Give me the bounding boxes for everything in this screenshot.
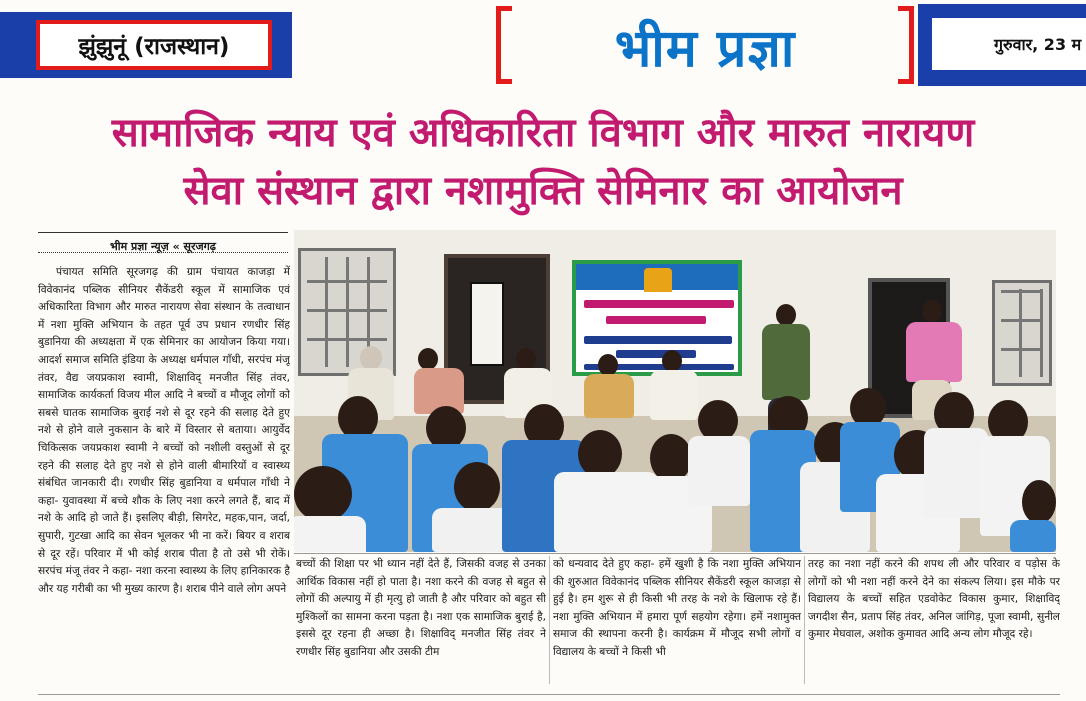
- article-column-1: [38, 264, 290, 694]
- issue-date: गुरुवार, 23 म: [994, 35, 1082, 54]
- headline-line-1: सामाजिक न्याय एवं अधिकारिता विभाग और मारुत नारायण: [111, 110, 975, 156]
- article-paragraph: को धन्यवाद देते हुए कहा- हमें खुशी है कि नशा मुक्ति अभियान की शुरुआत विवेकानंद पब्लिक सीनियर सैकेंडरी स्कूल काजड़ा से हुई है। हम शुरू से ही किसी भी तरह के नशे के खिलाफ रहे हैं। नशा मुक्ति अभियान में हमारा पूर्ण सहयोग रहेगा। हमें नशामुक्त समाज की स्थापना करनी है। कार्यक्रम में मौजूद सभी लोगों व विद्यालय के बच्चों ने किसी भी: [553, 558, 801, 658]
- event-photo: [294, 230, 1056, 552]
- dateline: [38, 232, 288, 253]
- article-paragraph: बच्चों की शिक्षा पर भी ध्यान नहीं देते हैं, जिसकी वजह से उनका आर्थिक विकास नहीं हो पाता है। नशा करने की वजह से बहुत से लोगों की अल्पायु में ही मृत्यु हो जाती है और परिवार को बहुत सी मुश्किलों का सामना करना पड़ता है। नशा एक सामाजिक बुराई है, इससे दूर रहना ही अच्छा है। शिक्षाविद् मनजीत सिंह तंवर ने रणधीर सिंह बुडानिया और उसकी टीम: [296, 558, 546, 658]
- brand-title: भीम प्रज्ञा: [614, 18, 796, 79]
- article-column-4: [808, 556, 1060, 686]
- dateline-text: भीम प्रज्ञा न्यूज़ « सूरजगढ़: [109, 240, 216, 253]
- article-paragraph: तरह का नशा नहीं करने की शपथ ली और परिवार व पड़ोस के लोगों को भी नशा नहीं करने देने का संकल्प लिया। इस मौके पर विद्यालय के बच्चों सहित एडवोकेट विकास कुमार, शिक्षाविद् जगदीश सैन, प्रताप सिंह तंवर, अनिल जांगिड़, पूजा स्वामी, सुनील कुमार मेघवाल, अशोक कुमावत आदि अन्य लोग मौजूद रहे।: [808, 558, 1060, 641]
- event-banner: [572, 260, 742, 376]
- masthead: [0, 0, 1086, 100]
- column-divider: [804, 556, 805, 684]
- location-label: झुंझुनूं (राजस्थान): [78, 34, 230, 60]
- article-column-2: [296, 556, 546, 686]
- photo-rule: [294, 553, 1056, 554]
- bottom-rule: [38, 694, 1060, 695]
- location-box: [36, 20, 272, 70]
- newspaper-brand: [510, 4, 900, 88]
- window-right: [992, 280, 1052, 386]
- article-headline: [20, 104, 1066, 220]
- article-paragraph: पंचायत समिति सूरजगढ़ की ग्राम पंचायत काजड़ा में विवेकानंद पब्लिक सीनियर सैकेंडरी स्कूल में सामाजिक एवं अधिकारिता विभाग और मारुत नारायण सेवा संस्थान के तत्वाधान में नशा मुक्ति अभियान के तहत पूर्व उप प्रधान रणधीर सिंह बुडानिया की अध्यक्षता में एक सेमिनार का आयोजन किया गया। आदर्श समाज समिति इंडिया के अध्यक्ष धर्मपाल गाँधी, सरपंच मंजू तंवर, वैद्य जयप्रकाश स्वामी, शिक्षाविद् मनजीत सिंह तंवर, सामाजिक कार्यकर्ता विजय मील आदि ने बच्चों व मौजूद लोगों को सबसे घातक सामाजिक बुराई नशे से दूर रहने की सलाह देते हुए नशे से होने वाले नुकसान के बारे में विस्तार से बताया। आयुर्वेद चिकित्सक जयप्रकाश स्वामी ने बच्चों को नशीली वस्तुओं से दूर रहने की सलाह देते हुए नशे से होने वाली बीमारियों व स्वास्थ्य संबंधित जानकारी दी। रणधीर सिंह बुडानिया व धर्मपाल गाँधी ने कहा- युवावस्था में बच्चे शौक के लिए नशा करने लगते हैं, बाद में नशे के आदि हो जाते हैं। इसलिए बीड़ी, सिगरेट, महक,पान, जर्दा, सुपारी, गुटखा आदि का सेवन भूलकर भी ना करें। बियर व शराब से दूर रहें। परिवार में भी कोई शराब पीता है तो उसे भी रोकें। सरपंच मंजू तंवर ने कहा- नशा करना स्वास्थ्य के लिए हानिकारक है और यह गरीबी का भी मुख्य कारण है। शराब पीने वाले लोग अपने: [38, 266, 290, 595]
- column-divider: [549, 556, 550, 684]
- headline-line-2: सेवा संस्थान द्वारा नशामुक्ति सेमिनार का आयोजन: [183, 168, 903, 214]
- dateline-rule: [38, 252, 288, 253]
- article-column-3: [553, 556, 801, 686]
- brand-bracket-right: [898, 6, 914, 84]
- date-box: [932, 18, 1086, 70]
